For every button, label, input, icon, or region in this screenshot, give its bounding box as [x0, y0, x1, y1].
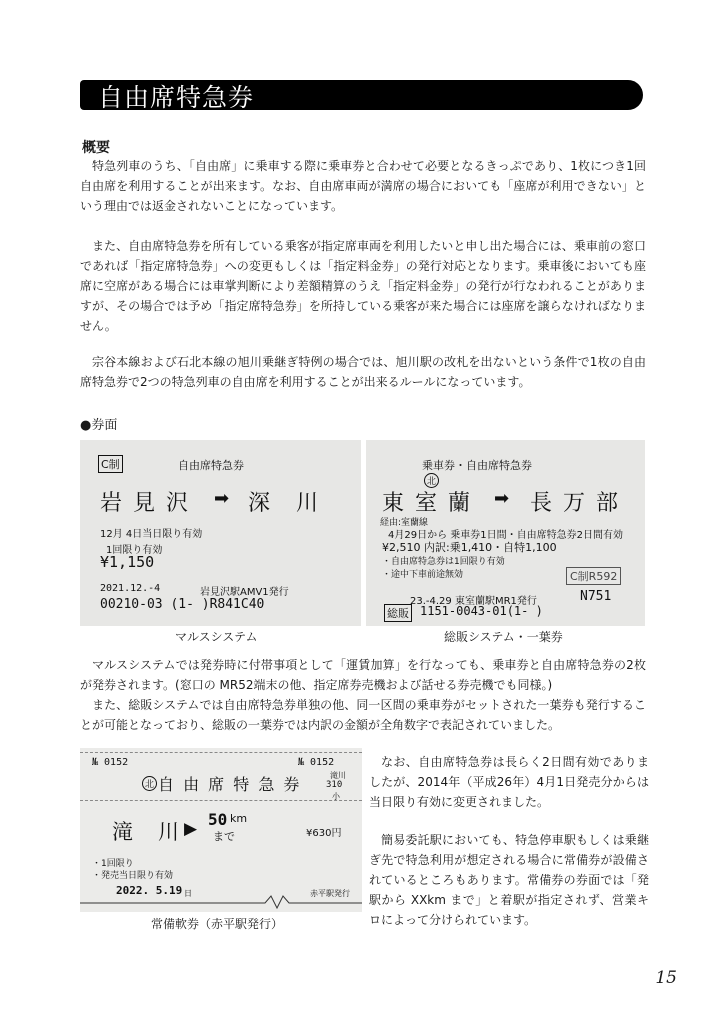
ticket3-distance: 50 — [208, 810, 228, 829]
ticket2-arrow-icon: ➡ — [494, 488, 510, 509]
ticket1-price: ¥1,150 — [100, 553, 155, 571]
ticket-section-heading: ●券面 — [80, 418, 118, 433]
ticket1-mark: C制 — [98, 455, 123, 473]
ticket1-times: 1回限り有効 — [106, 545, 163, 556]
ticket3-arrow-icon: ▶ — [184, 819, 198, 839]
paragraph-1: 特急列車のうち、「自由席」に乗車する際に乗車券と合わせて必要となるきっぷであり、1枚につき1回自由席を利用することが出来ます。なお、自由席車両が満席の場合においても「座席が利用できない」という理由では返金されないことになっています。 — [80, 159, 646, 213]
ticket3-no-right: № 0152 — [298, 757, 335, 768]
ticket2-note2: ・途中下車前途無効 — [382, 570, 464, 580]
paragraph-5: また、総販システムでは自由席特急券単独の他、同一区間の乗車券がセットされた一葉券も発行することが可能となっており、総販の一葉券では内訳の金額が全角数字で表記されていました。 — [80, 698, 646, 732]
page-number: 15 — [655, 968, 677, 988]
ticket2-to: 長 万 部 — [530, 491, 620, 516]
ticket3-mark: 北 — [142, 776, 157, 791]
ticket1-type: 自由席特急券 — [178, 459, 244, 472]
ticket3-bottom-edge-icon — [80, 895, 362, 912]
ticket2-from: 東 室 蘭 — [382, 491, 472, 516]
side-paragraph-2: 簡易委託駅においても、特急停車駅もしくは乗継ぎ先で特急利用が想定される場合に常備券が設備されているところもあります。常備券の券面では「発駅から XXkm まで」と着駅が指定されず、営業キロによって分けられています。 — [369, 833, 649, 927]
section-heading-outline: 概要 — [82, 140, 110, 156]
ticket3-date-suffix: 日 — [184, 889, 192, 898]
side-paragraph-1: なお、自由席特急券は長らく2日間有効でありましたが、2014年（平成26年）4月1日発売分からは当日限り有効に変更されました。 — [369, 755, 649, 809]
ticket3-km-unit: km — [230, 812, 248, 825]
ticket2-caption: 総販システム・一葉券 — [444, 630, 563, 644]
ticket2-serial: 1151-0043-01(1- ) — [420, 604, 543, 618]
ticket3-small: 小 — [332, 792, 340, 801]
ticket1-issue-date: 2021.12.-4 — [100, 583, 161, 594]
ticket3-station: 滝川 — [330, 771, 346, 780]
ticket2-note1: ・自由席特急券は1回限り有効 — [382, 557, 505, 567]
ticket2-validity: 4月29日から 乗車券1日間・自由席特急券2日間有効 — [388, 530, 623, 541]
page-title: 自由席特急券 — [98, 83, 255, 112]
ticket3-route: 滝 川 — [112, 820, 181, 844]
ticket3-made: まで — [213, 830, 235, 843]
ticket2-label: 総販 — [384, 604, 412, 622]
ticket3-price: ¥630円 — [306, 828, 342, 839]
ticket1-arrow-icon: ➡ — [214, 488, 230, 509]
paragraph-4: マルスシステムでは発券時に付帯事項として「運賃加算」を行なっても、乗車券と自由席特急券の2枚が発券されます。(窓口の MR52端末の他、指定席券売機および話せる券売機でも同様。) — [80, 658, 646, 692]
ticket2-stamp: C制R592 — [566, 567, 621, 585]
ticket3-type: 自 由 席 特 急 券 — [158, 775, 302, 794]
ticket3-note2: ・発売当日限り有効 — [92, 871, 174, 881]
ticket2-issue-line: 23.-4.29 東室蘭駅MR1発行 — [410, 596, 537, 607]
ticket2-code: N751 — [580, 589, 612, 604]
ticket3-mid-divider — [80, 800, 362, 801]
ticket3-caption: 常備軟券（赤平駅発行） — [151, 917, 284, 931]
ticket2-via: 経由:室蘭線 — [380, 518, 429, 528]
ticket-mars — [80, 440, 361, 626]
ticket1-validity: 12月 4日当日限り有効 — [100, 529, 203, 540]
ticket3-top-divider — [80, 752, 362, 753]
ticket3-no-left: № 0152 — [92, 757, 129, 768]
ticket1-to: 深 川 — [248, 491, 321, 516]
ticket3-date: 2022. 5.19 — [116, 884, 183, 897]
ticket2-price-line: ¥2,510 内訳:乗1,410・自特1,100 — [382, 541, 557, 554]
ticket-souhan — [366, 440, 645, 626]
ticket3-issuer: 赤平駅発行 — [310, 889, 350, 898]
ticket2-mark: 北 — [424, 473, 439, 488]
ticket1-from: 岩 見 沢 — [100, 491, 190, 516]
ticket2-type: 乗車券・自由席特急券 — [422, 459, 532, 472]
ticket1-caption: マルスシステム — [175, 630, 258, 644]
ticket3-note1: ・1回限り — [92, 859, 134, 869]
ticket-jobi — [80, 748, 362, 912]
ticket1-serial: 00210-03 (1- )R841C40 — [100, 597, 265, 612]
title-bar — [80, 80, 643, 110]
paragraph-2: また、自由席特急券を所有している乗客が指定席車両を利用したいと申し出た場合には、乗車前の窓口であれば「指定席特急券」への変更もしくは「指定料金券」の発行対応となります。乗車後においても座席に空席がある場合には車掌判断により差額精算のうえ「指定料金券」の発行が行なわれることがありますが、その場合では予め「指定席特急券」を所持している乗客が来た場合には座席を譲らなければなりません。 — [80, 239, 646, 333]
paragraph-3: 宗谷本線および石北本線の旭川乗継ぎ特例の場合では、旭川駅の改札を出ないという条件で1枚の自由席特急券で2つの特急列車の自由席を利用することが出来るルールになっています。 — [80, 355, 646, 389]
ticket3-km: 310 — [326, 780, 343, 790]
ticket1-issuer: 岩見沢駅AMV1発行 — [200, 587, 289, 598]
